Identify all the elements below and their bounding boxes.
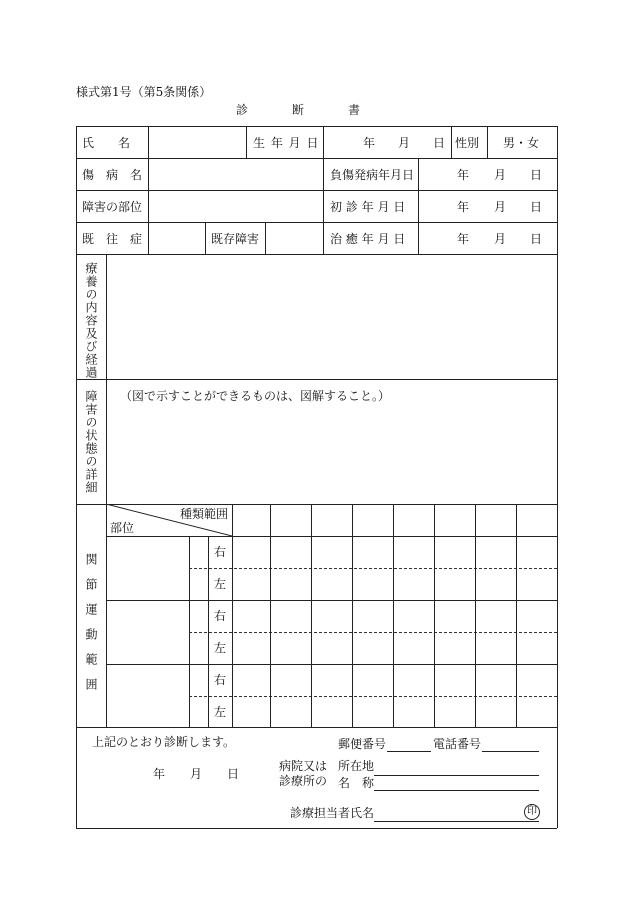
postal-underline[interactable]: [387, 751, 431, 752]
sex-options[interactable]: 男・女: [503, 136, 540, 150]
rom-header-range: 種類範囲: [180, 507, 229, 521]
cure-day: 日: [530, 232, 543, 246]
exam-month: 月: [494, 200, 507, 214]
rom-left-3: 左: [214, 705, 227, 719]
rom-right-1: 右: [214, 545, 227, 559]
address-underline[interactable]: [374, 775, 539, 776]
exam-day: 日: [530, 200, 543, 214]
label-address: 所在地: [338, 759, 375, 773]
label-history: 既 往 症: [82, 232, 143, 246]
rom-left-1: 左: [214, 577, 227, 591]
hospital-line2: 診療所の: [279, 774, 328, 788]
label-treatment: 療養の内容及び経過: [84, 262, 98, 379]
form-number: 様式第1号（第5条関係）: [76, 85, 212, 99]
name-field[interactable]: [149, 127, 245, 157]
label-facility-name: 名 称: [338, 776, 375, 790]
label-doctor: 診療担当者氏名: [290, 806, 375, 820]
label-name: 氏 名: [82, 136, 131, 150]
facility-underline[interactable]: [374, 790, 539, 791]
injury-day: 日: [530, 168, 543, 182]
history-field[interactable]: [149, 223, 204, 253]
birth-month: 月: [398, 136, 411, 150]
label-first-exam: 初 診 年 月 日: [330, 200, 406, 214]
birth-day: 日: [433, 136, 446, 150]
injury-month: 月: [494, 168, 507, 182]
phone-underline[interactable]: [482, 751, 539, 752]
label-phone: 電話番号: [433, 737, 482, 751]
footer-day: 日: [227, 767, 240, 781]
document-title: 診 断 書: [236, 103, 363, 117]
statement: 上記のとおり診断します。: [92, 735, 236, 749]
label-rom: 関節運動範囲: [84, 553, 98, 703]
label-disease: 傷 病 名: [82, 168, 143, 182]
cure-month: 月: [494, 232, 507, 246]
label-sex: 性別: [455, 136, 480, 150]
label-birthdate: 生 年 月 日: [253, 136, 320, 150]
disability-part-field[interactable]: [149, 191, 322, 221]
disease-field[interactable]: [149, 159, 322, 189]
treatment-field[interactable]: [107, 255, 556, 378]
rom-left-2: 左: [214, 641, 227, 655]
label-condition: 障害の状態の詳細: [84, 390, 98, 494]
footer-year: 年: [153, 767, 166, 781]
label-cure-date: 治 癒 年 月 日: [330, 232, 406, 246]
cure-year: 年: [457, 232, 470, 246]
rom-right-3: 右: [214, 673, 227, 687]
label-injury-date: 負傷発病年月日: [330, 168, 415, 182]
existing-disability-field[interactable]: [266, 223, 322, 253]
label-postal: 郵便番号: [338, 737, 387, 751]
condition-note: （図で示すことができるものは、図解すること。）: [120, 389, 391, 403]
birth-year: 年: [363, 136, 376, 150]
injury-year: 年: [457, 168, 470, 182]
seal-icon: 印: [524, 804, 540, 820]
rom-right-2: 右: [214, 609, 227, 623]
condition-field[interactable]: [107, 405, 556, 503]
exam-year: 年: [457, 200, 470, 214]
doctor-underline[interactable]: [374, 821, 539, 822]
hospital-line1: 病院又は: [279, 759, 328, 773]
footer-month: 月: [190, 767, 203, 781]
label-disability-part: 障害の部位: [82, 200, 143, 214]
rom-header-part: 部位: [110, 521, 135, 535]
label-existing-disability: 既存障害: [211, 232, 260, 246]
